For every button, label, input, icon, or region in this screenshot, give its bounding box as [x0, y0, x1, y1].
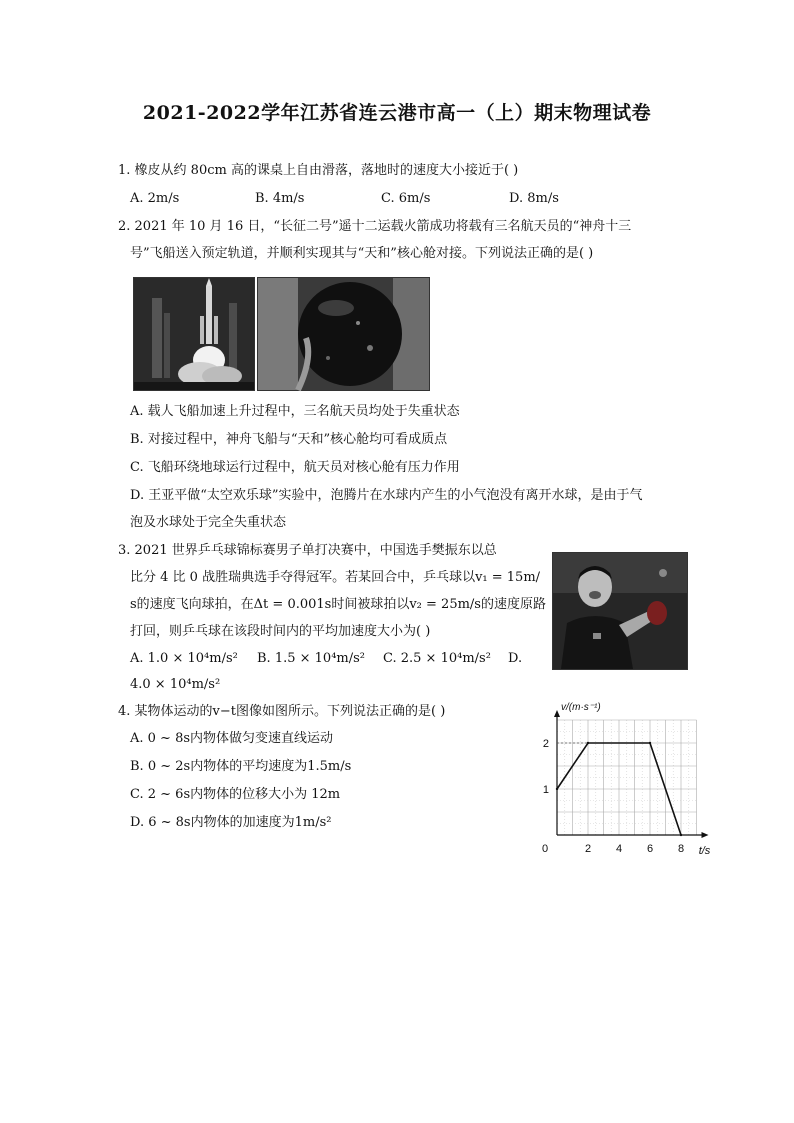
- q2-option-a: A. 载人飞船加速上升过程中，三名航天员均处于失重状态: [130, 404, 460, 419]
- x-tick-label: 4: [615, 843, 623, 855]
- q2-option-c: C. 飞船环绕地球运行过程中，航天员对核心舱有压力作用: [130, 460, 460, 475]
- q4-stem: 4. 某物体运动的v−t图像如图所示。下列说法正确的是( ): [118, 704, 446, 719]
- q3-stem-line1: 3. 2021 世界乒乓球锦标赛男子单打决赛中，中国选手樊振东以总: [118, 543, 497, 558]
- y-axis-label: v/(m·s⁻¹): [561, 702, 601, 713]
- q1-option-b: B. 4m/s: [255, 191, 305, 206]
- q1-stem: 1. 橡皮从约 80cm 高的课桌上自由滑落，落地时的速度大小接近于( ): [118, 163, 519, 178]
- q3-stem-line2: 比分 4 比 0 战胜瑞典选手夺得冠军。若某回合中，乒乓球以v₁ = 15m/: [130, 570, 541, 585]
- rocket-launch-photo: [133, 277, 255, 391]
- y-tick-label: 2: [542, 738, 549, 750]
- q2-stem-line1: 2. 2021 年 10 月 16 日，“长征二号”遥十二运载火箭成功将载有三名航天员的“神舟十三: [118, 219, 632, 234]
- q2-option-d: D. 王亚平做“太空欢乐球”实验中，泡腾片在水球内产生的小气泡没有离开水球，是由于气: [130, 488, 643, 503]
- vt-data-point: [649, 742, 651, 744]
- y-tick-label: 1: [542, 784, 549, 796]
- y-axis-arrow: [554, 710, 560, 717]
- q3-option-d-value: 4.0 × 10⁴m/s²: [130, 677, 221, 692]
- vt-data-point: [556, 788, 558, 790]
- vt-graph: [537, 702, 711, 860]
- exam-title: 2021-2022学年江苏省连云港市高一（上）期末物理试卷: [142, 102, 652, 124]
- x-tick-label: 2: [584, 843, 592, 855]
- q2-option-b: B. 对接过程中，神舟飞船与“天和”核心舱均可看成质点: [130, 432, 448, 447]
- q4-option-d: D. 6 ~ 8s内物体的加速度为1m/s²: [130, 815, 332, 830]
- q3-option-d: D.: [508, 651, 523, 666]
- q2-option-d-cont: 泡及水球处于完全失重状态: [130, 515, 287, 530]
- q4-option-a: A. 0 ~ 8s内物体做匀变速直线运动: [130, 731, 334, 746]
- graph-axes: [554, 710, 709, 838]
- q3-option-b: B. 1.5 × 10⁴m/s²: [257, 651, 365, 666]
- x-axis-arrow: [702, 832, 709, 838]
- q4-option-b: B. 0 ~ 2s内物体的平均速度为1.5m/s: [130, 759, 352, 774]
- vt-data-point: [680, 834, 682, 836]
- q1-option-c: C. 6m/s: [381, 191, 431, 206]
- table-tennis-player-photo: [552, 552, 688, 670]
- q1-option-a: A. 2m/s: [130, 191, 180, 206]
- q3-stem-line4: 打回，则乒乓球在该段时间内的平均加速度大小为( ): [130, 624, 431, 639]
- x-tick-label: 6: [646, 843, 654, 855]
- q3-option-a: A. 1.0 × 10⁴m/s²: [130, 651, 238, 666]
- x-axis-label: t/s: [698, 845, 711, 857]
- q1-option-d: D. 8m/s: [509, 191, 559, 206]
- x-tick-label: 8: [677, 843, 685, 855]
- q3-stem-line3: s的速度飞向球拍，在Δt = 0.001s时间被球拍以v₂ = 25m/s的速度原路: [130, 597, 546, 612]
- water-ball-experiment-photo: [257, 277, 430, 391]
- q3-option-c: C. 2.5 × 10⁴m/s²: [383, 651, 491, 666]
- q2-stem-line2: 号”飞船送入预定轨道，并顺利实现其与“天和”核心舱对接。下列说法正确的是( ): [130, 246, 594, 261]
- q4-option-c: C. 2 ~ 6s内物体的位移大小为 12m: [130, 787, 341, 802]
- x-tick-label: 0: [541, 843, 549, 855]
